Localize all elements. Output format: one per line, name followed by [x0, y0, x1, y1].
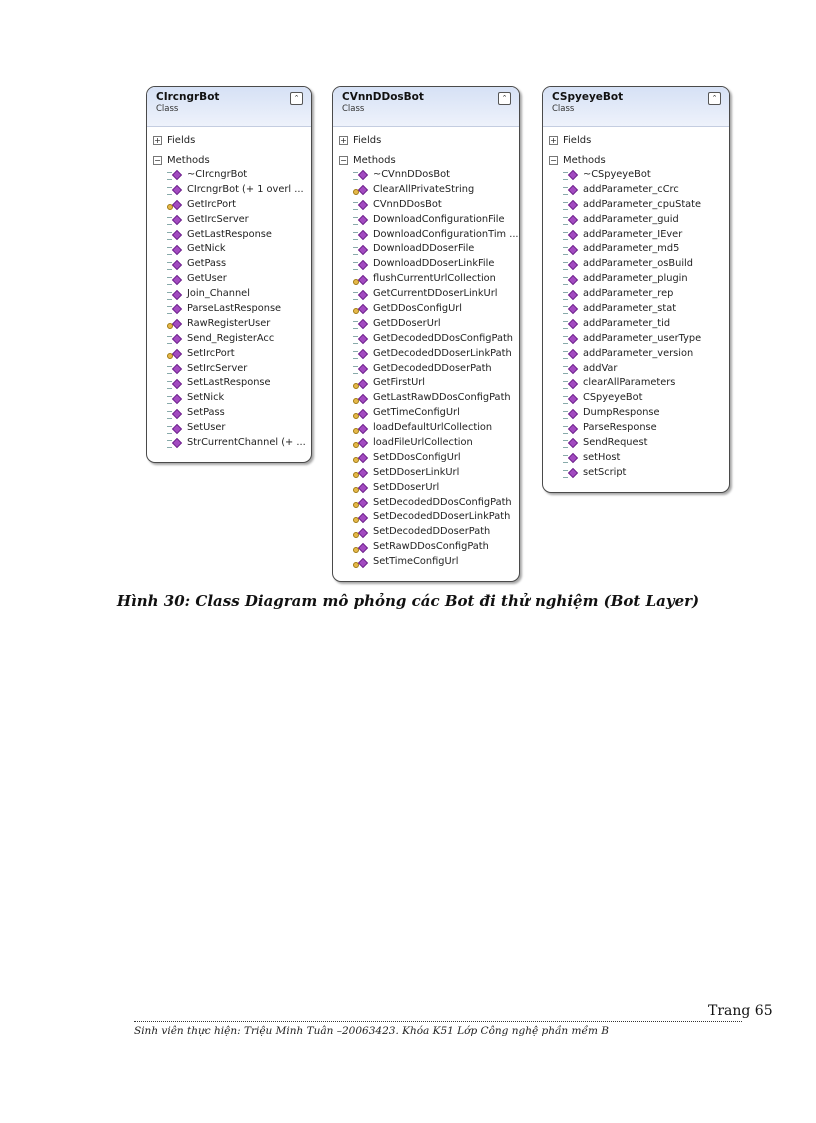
class-kind: Class — [156, 104, 179, 114]
method-item[interactable] — [147, 421, 311, 436]
fields-section-toggle[interactable] — [333, 133, 519, 148]
method-name: loadDefaultUrlCollection — [373, 422, 493, 434]
method-item[interactable] — [543, 257, 729, 272]
method-name: flushCurrentUrlCollection — [373, 273, 496, 285]
method-item[interactable] — [333, 332, 519, 347]
method-name: SetPass — [187, 407, 225, 419]
class-box-circngrbot[interactable] — [146, 86, 312, 463]
method-item[interactable] — [333, 510, 519, 525]
public-method-icon — [563, 184, 577, 196]
class-kind: Class — [342, 104, 365, 114]
method-item[interactable] — [147, 272, 311, 287]
method-name: GetDDosConfigUrl — [373, 303, 462, 315]
protected-method-icon — [353, 497, 367, 509]
method-name: addParameter_version — [583, 347, 694, 359]
method-name: GetFirstUrl — [373, 377, 425, 389]
method-name: SetDecodedDDosConfigPath — [373, 496, 512, 508]
protected-method-icon — [353, 408, 367, 420]
method-list — [147, 168, 311, 451]
method-item[interactable] — [147, 242, 311, 257]
protected-method-icon — [167, 318, 181, 330]
method-item[interactable] — [147, 198, 311, 213]
collapse-chevron-icon[interactable]: ⌃ — [290, 92, 303, 105]
method-item[interactable] — [333, 213, 519, 228]
protected-method-icon — [167, 199, 181, 211]
public-method-icon — [167, 229, 181, 241]
method-item[interactable] — [543, 168, 729, 183]
method-item[interactable] — [543, 272, 729, 287]
method-item[interactable] — [543, 228, 729, 243]
public-method-icon — [563, 169, 577, 181]
method-item[interactable] — [333, 257, 519, 272]
method-item[interactable] — [333, 540, 519, 555]
public-method-icon — [563, 333, 577, 345]
method-name: SetIrcServer — [187, 362, 248, 374]
method-name: GetDecodedDDoserPath — [373, 362, 492, 374]
protected-method-icon — [167, 348, 181, 360]
method-name: DownloadConfigurationTim ... — [373, 228, 519, 240]
class-name: CSpyeyeBot — [552, 91, 624, 103]
public-method-icon — [167, 259, 181, 271]
method-item[interactable] — [543, 406, 729, 421]
public-method-icon — [563, 318, 577, 330]
public-method-icon — [167, 378, 181, 390]
method-item[interactable] — [333, 376, 519, 391]
method-item[interactable] — [333, 525, 519, 540]
method-name: GetUser — [187, 273, 227, 285]
expand-plus-icon[interactable]: + — [550, 136, 557, 145]
method-item[interactable] — [147, 213, 311, 228]
method-item[interactable] — [147, 332, 311, 347]
method-name: SetTimeConfigUrl — [373, 556, 459, 568]
method-name: SetLastResponse — [187, 377, 271, 389]
method-item[interactable] — [543, 213, 729, 228]
collapse-chevron-icon[interactable]: ⌃ — [708, 92, 721, 105]
class-header — [333, 87, 519, 127]
protected-method-icon — [353, 452, 367, 464]
method-name: setScript — [583, 466, 627, 478]
public-method-icon — [563, 259, 577, 271]
protected-method-icon — [353, 303, 367, 315]
method-item[interactable] — [147, 362, 311, 377]
class-name: CVnnDDosBot — [342, 91, 424, 103]
method-item[interactable] — [147, 228, 311, 243]
public-method-icon — [353, 333, 367, 345]
methods-section-toggle[interactable] — [333, 153, 519, 168]
class-name: CIrcngrBot — [156, 91, 220, 103]
class-box-cvnnddosbot[interactable] — [332, 86, 520, 582]
page-number: Trang 65 — [708, 1003, 773, 1019]
public-method-icon — [563, 393, 577, 405]
method-item[interactable] — [333, 466, 519, 481]
public-method-icon — [167, 289, 181, 301]
method-name: SetRawDDosConfigPath — [373, 541, 489, 553]
method-name: SetIrcPort — [187, 347, 235, 359]
public-method-icon — [353, 169, 367, 181]
method-name: addParameter_osBuild — [583, 258, 693, 270]
protected-method-icon — [353, 437, 367, 449]
method-name: GetIrcServer — [187, 213, 249, 225]
method-item[interactable] — [147, 183, 311, 198]
public-method-icon — [563, 214, 577, 226]
method-item[interactable] — [147, 302, 311, 317]
method-name: Join_Channel — [187, 288, 250, 300]
public-method-icon — [563, 423, 577, 435]
method-name: clearAllParameters — [583, 377, 676, 389]
method-item[interactable] — [333, 242, 519, 257]
expand-plus-icon[interactable]: + — [340, 136, 347, 145]
method-name: addParameter_userType — [583, 332, 702, 344]
fields-label: Fields — [167, 135, 196, 146]
method-item[interactable] — [333, 421, 519, 436]
method-name: addParameter_stat — [583, 303, 677, 315]
method-name: SendRequest — [583, 437, 648, 449]
public-method-icon — [167, 437, 181, 449]
method-name: GetDecodedDDosConfigPath — [373, 332, 514, 344]
public-method-icon — [563, 229, 577, 241]
method-name: GetLastResponse — [187, 228, 272, 240]
method-item[interactable] — [333, 436, 519, 451]
method-name: ~CVnnDDosBot — [373, 169, 450, 180]
protected-method-icon — [353, 557, 367, 569]
public-method-icon — [167, 169, 181, 181]
method-name: GetDDoserUrl — [373, 317, 441, 329]
public-method-icon — [353, 289, 367, 301]
public-method-icon — [563, 274, 577, 286]
collapse-minus-icon[interactable]: − — [340, 156, 347, 165]
collapse-minus-icon[interactable]: − — [154, 156, 161, 165]
public-method-icon — [353, 363, 367, 375]
method-name: SetNick — [187, 392, 225, 404]
method-item[interactable] — [543, 466, 729, 481]
public-method-icon — [353, 199, 367, 211]
method-item[interactable] — [543, 421, 729, 436]
method-item[interactable] — [543, 436, 729, 451]
method-item[interactable] — [147, 436, 311, 451]
class-header — [543, 87, 729, 127]
method-name: addVar — [583, 362, 618, 374]
method-name: GetCurrentDDoserLinkUrl — [373, 288, 498, 300]
method-item[interactable] — [147, 391, 311, 406]
methods-label: Methods — [167, 155, 210, 166]
method-item[interactable] — [543, 391, 729, 406]
method-item[interactable] — [333, 228, 519, 243]
method-name: addParameter_rep — [583, 288, 674, 300]
public-method-icon — [167, 214, 181, 226]
method-item[interactable] — [543, 242, 729, 257]
method-item[interactable] — [147, 376, 311, 391]
method-name: addParameter_tid — [583, 317, 671, 329]
class-header — [147, 87, 311, 127]
public-method-icon — [563, 363, 577, 375]
method-item[interactable] — [543, 287, 729, 302]
method-name: GetNick — [187, 243, 226, 255]
method-item[interactable] — [543, 183, 729, 198]
footer-divider — [134, 1021, 742, 1022]
method-name: ~CSpyeyeBot — [583, 169, 651, 180]
method-name: addParameter_cpuState — [583, 198, 702, 210]
method-item[interactable] — [543, 451, 729, 466]
footer-text: Sinh viên thực hiện: Triệu Minh Tuân –20063423. Khóa K51 Lớp Công nghệ phần mềm B — [134, 1025, 609, 1037]
public-method-icon — [563, 452, 577, 464]
method-name: DownloadDDoserFile — [373, 243, 475, 255]
protected-method-icon — [353, 378, 367, 390]
method-name: addParameter_cCrc — [583, 183, 679, 195]
method-item[interactable] — [333, 451, 519, 466]
protected-method-icon — [353, 423, 367, 435]
expand-plus-icon[interactable]: + — [154, 136, 161, 145]
methods-section-toggle[interactable] — [147, 153, 311, 168]
method-item[interactable] — [333, 362, 519, 377]
method-item[interactable] — [543, 362, 729, 377]
protected-method-icon — [353, 482, 367, 494]
method-item[interactable] — [333, 496, 519, 511]
public-method-icon — [563, 348, 577, 360]
method-item[interactable] — [147, 347, 311, 362]
method-name: DumpResponse — [583, 407, 660, 419]
method-name: addParameter_plugin — [583, 273, 688, 285]
public-method-icon — [167, 393, 181, 405]
method-name: GetDecodedDDoserLinkPath — [373, 347, 512, 359]
method-item[interactable] — [333, 183, 519, 198]
method-list — [543, 168, 729, 481]
public-method-icon — [563, 408, 577, 420]
method-item[interactable] — [543, 198, 729, 213]
method-item[interactable] — [147, 168, 311, 183]
public-method-icon — [563, 378, 577, 390]
method-item[interactable] — [147, 406, 311, 421]
public-method-icon — [353, 259, 367, 271]
protected-method-icon — [353, 393, 367, 405]
public-method-icon — [353, 348, 367, 360]
class-box-cspyeyebot[interactable] — [542, 86, 730, 493]
method-item[interactable] — [543, 376, 729, 391]
method-item[interactable] — [333, 198, 519, 213]
method-name: DownloadDDoserLinkFile — [373, 258, 495, 270]
method-item[interactable] — [543, 302, 729, 317]
public-method-icon — [353, 244, 367, 256]
public-method-icon — [167, 363, 181, 375]
method-item[interactable] — [147, 257, 311, 272]
method-item[interactable] — [543, 317, 729, 332]
method-item[interactable] — [333, 302, 519, 317]
method-item[interactable] — [333, 481, 519, 496]
protected-method-icon — [353, 274, 367, 286]
public-method-icon — [353, 229, 367, 241]
method-name: SetDDosConfigUrl — [373, 451, 461, 463]
fields-label: Fields — [563, 135, 592, 146]
protected-method-icon — [353, 527, 367, 539]
method-item[interactable] — [543, 347, 729, 362]
method-name: CVnnDDosBot — [373, 198, 442, 210]
fields-label: Fields — [353, 135, 382, 146]
collapse-minus-icon[interactable]: − — [550, 156, 557, 165]
method-name: loadFileUrlCollection — [373, 437, 473, 449]
method-name: SetUser — [187, 422, 226, 434]
public-method-icon — [167, 333, 181, 345]
methods-section-toggle[interactable] — [543, 153, 729, 168]
method-name: setHost — [583, 451, 621, 463]
public-method-icon — [167, 184, 181, 196]
method-item[interactable] — [333, 272, 519, 287]
public-method-icon — [563, 437, 577, 449]
method-name: DownloadConfigurationFile — [373, 213, 505, 225]
public-method-icon — [563, 303, 577, 315]
fields-section-toggle[interactable] — [147, 133, 311, 148]
public-method-icon — [167, 303, 181, 315]
method-name: ~CIrcngrBot — [187, 169, 248, 180]
method-name: SetDDoserLinkUrl — [373, 466, 460, 478]
public-method-icon — [563, 244, 577, 256]
method-name: SetDecodedDDoserLinkPath — [373, 511, 511, 523]
method-name: ParseLastResponse — [187, 303, 282, 315]
method-name: RawRegisterUser — [187, 317, 271, 329]
fields-section-toggle[interactable] — [543, 133, 729, 148]
method-name: ParseResponse — [583, 422, 657, 434]
public-method-icon — [353, 318, 367, 330]
public-method-icon — [167, 423, 181, 435]
method-item[interactable] — [543, 332, 729, 347]
method-name: addParameter_IEver — [583, 228, 683, 240]
method-item[interactable] — [333, 168, 519, 183]
methods-label: Methods — [563, 155, 606, 166]
method-name: SetDecodedDDoserPath — [373, 526, 491, 538]
protected-method-icon — [353, 542, 367, 554]
method-item[interactable] — [333, 317, 519, 332]
public-method-icon — [563, 289, 577, 301]
method-name: GetTimeConfigUrl — [373, 407, 460, 419]
method-list — [333, 168, 519, 570]
method-item[interactable] — [333, 391, 519, 406]
method-name: SetDDoserUrl — [373, 481, 440, 493]
method-name: GetIrcPort — [187, 198, 236, 210]
method-name: ClearAllPrivateString — [373, 183, 475, 195]
figure-caption: Hình 30: Class Diagram mô phỏng các Bot đi thử nghiệm (Bot Layer) — [116, 592, 700, 610]
collapse-chevron-icon[interactable]: ⌃ — [498, 92, 511, 105]
protected-method-icon — [353, 184, 367, 196]
method-name: GetLastRawDDosConfigPath — [373, 392, 511, 404]
public-method-icon — [353, 214, 367, 226]
method-item[interactable] — [333, 287, 519, 302]
method-name: GetPass — [187, 258, 227, 270]
public-method-icon — [563, 199, 577, 211]
method-name: Send_RegisterAcc — [187, 332, 275, 344]
public-method-icon — [167, 408, 181, 420]
public-method-icon — [167, 244, 181, 256]
method-item[interactable] — [147, 317, 311, 332]
method-name: CSpyeyeBot — [583, 392, 643, 404]
method-name: CIrcngrBot (+ 1 overl ... — [187, 183, 304, 195]
method-item[interactable] — [333, 347, 519, 362]
method-item[interactable] — [333, 406, 519, 421]
public-method-icon — [563, 467, 577, 479]
method-name: addParameter_guid — [583, 213, 679, 225]
protected-method-icon — [353, 467, 367, 479]
protected-method-icon — [353, 512, 367, 524]
method-item[interactable] — [147, 287, 311, 302]
method-name: addParameter_md5 — [583, 243, 680, 255]
methods-label: Methods — [353, 155, 396, 166]
class-kind: Class — [552, 104, 575, 114]
method-item[interactable] — [333, 555, 519, 570]
method-name: StrCurrentChannel (+ ... — [187, 437, 306, 449]
public-method-icon — [167, 274, 181, 286]
